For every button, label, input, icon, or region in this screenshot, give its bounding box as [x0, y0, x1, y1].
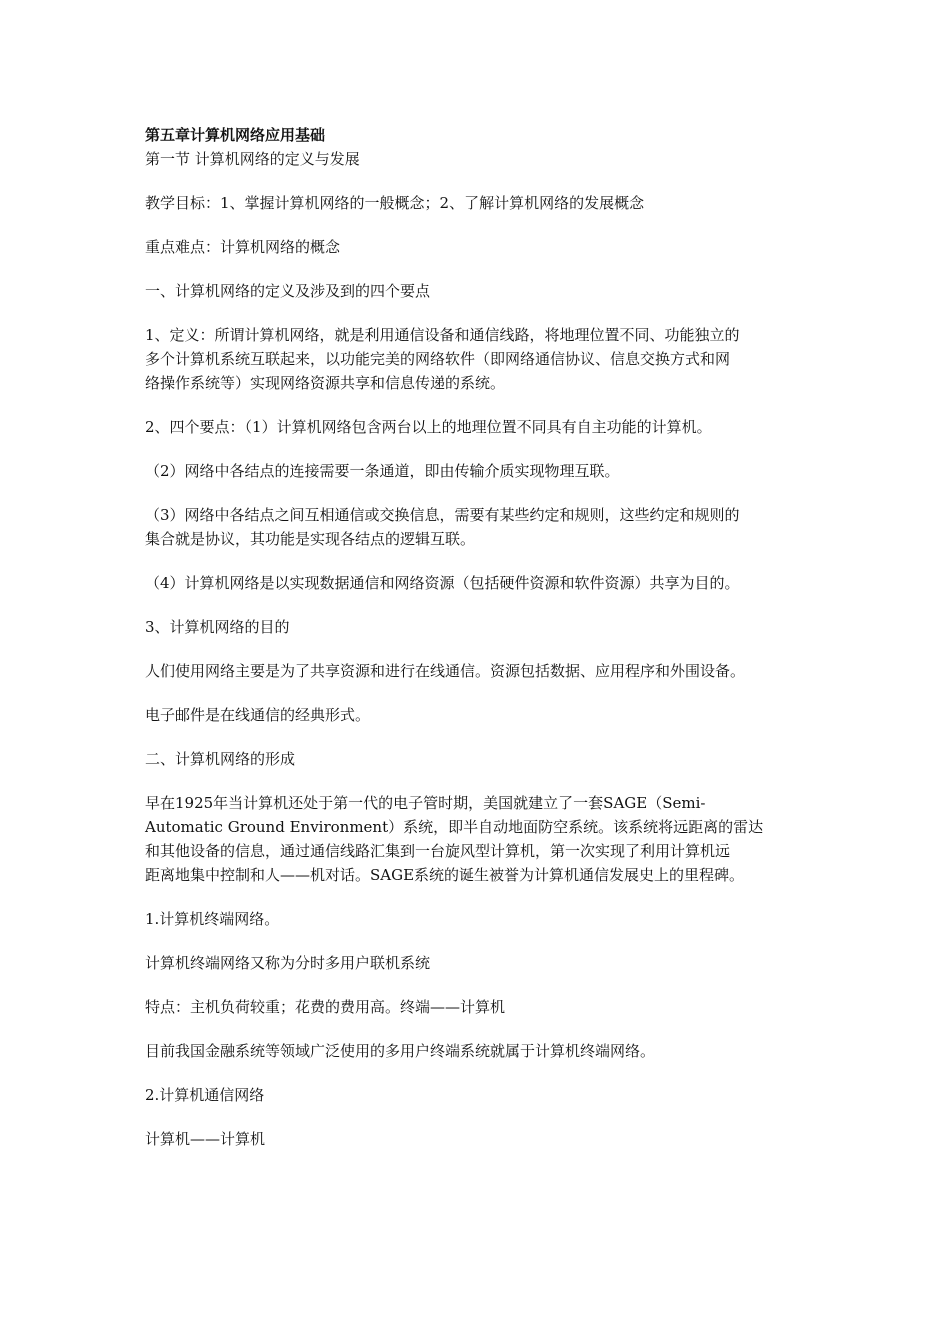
purpose-text: 人们使用网络主要是为了共享资源和进行在线通信。资源包括数据、应用程序和外围设备。: [145, 662, 746, 680]
definition-line: 络操作系统等）实现网络资源共享和信息传递的系统。: [145, 374, 506, 392]
point-3: [145, 503, 810, 551]
part1-heading: 一、计算机网络的定义及涉及到的四个要点: [145, 282, 431, 300]
terminal-heading: 1.计算机终端网络。: [145, 910, 280, 928]
terminal-features: 特点：主机负荷较重；花费的费用高。终端——计算机: [145, 998, 506, 1016]
terminal-example: 目前我国金融系统等领域广泛使用的多用户终端系统就属于计算机终端网络。: [145, 1042, 656, 1060]
point-4: （4）计算机网络是以实现数据通信和网络资源（包括硬件资源和软件资源）共享为目的。: [145, 574, 740, 592]
email-text: 电子邮件是在线通信的经典形式。: [145, 706, 371, 724]
communication-heading: 2.计算机通信网络: [145, 1086, 265, 1104]
definition-line: 多个计算机系统互联起来，以功能完美的网络软件（即网络通信协议、信息交换方式和网: [145, 350, 731, 368]
section-title: 第一节 计算机网络的定义与发展: [145, 150, 360, 168]
communication-description: 计算机——计算机: [145, 1130, 266, 1148]
part2-heading: 二、计算机网络的形成: [145, 750, 296, 768]
history-line: Automatic Ground Environment）系统，即半自动地面防空系统。该系统将远距离的雷达: [145, 818, 764, 836]
point-3-line: （3）网络中各结点之间互相通信或交换信息，需要有某些约定和规则，这些约定和规则的: [145, 506, 740, 524]
history-paragraph: [145, 791, 810, 887]
chapter-title: 第五章计算机网络应用基础: [145, 126, 326, 144]
definition-paragraph: [145, 323, 810, 395]
definition-line: 1、定义：所谓计算机网络，就是利用通信设备和通信线路，将地理位置不同、功能独立的: [145, 326, 740, 344]
history-line: 早在1925年当计算机还处于第一代的电子管时期，美国就建立了一套SAGE（Semi-: [145, 794, 706, 812]
point-2: （2）网络中各结点的连接需要一条通道，即由传输介质实现物理互联。: [145, 462, 620, 480]
purpose-heading: 3、计算机网络的目的: [145, 618, 290, 636]
teaching-objectives: 教学目标：1、掌握计算机网络的一般概念；2、了解计算机网络的发展概念: [145, 194, 645, 212]
terminal-description: 计算机终端网络又称为分时多用户联机系统: [145, 954, 431, 972]
history-line: 距离地集中控制和人——机对话。SAGE系统的诞生被誉为计算机通信发展史上的里程碑。: [145, 866, 745, 884]
four-points-intro: 2、四个要点：（1）计算机网络包含两台以上的地理位置不同具有自主功能的计算机。: [145, 418, 712, 436]
history-line: 和其他设备的信息，通过通信线路汇集到一台旋风型计算机，第一次实现了利用计算机远: [145, 842, 731, 860]
document-page: [145, 123, 810, 1151]
key-points: 重点难点：计算机网络的概念: [145, 238, 341, 256]
point-3-line: 集合就是协议，其功能是实现各结点的逻辑互联。: [145, 530, 476, 548]
